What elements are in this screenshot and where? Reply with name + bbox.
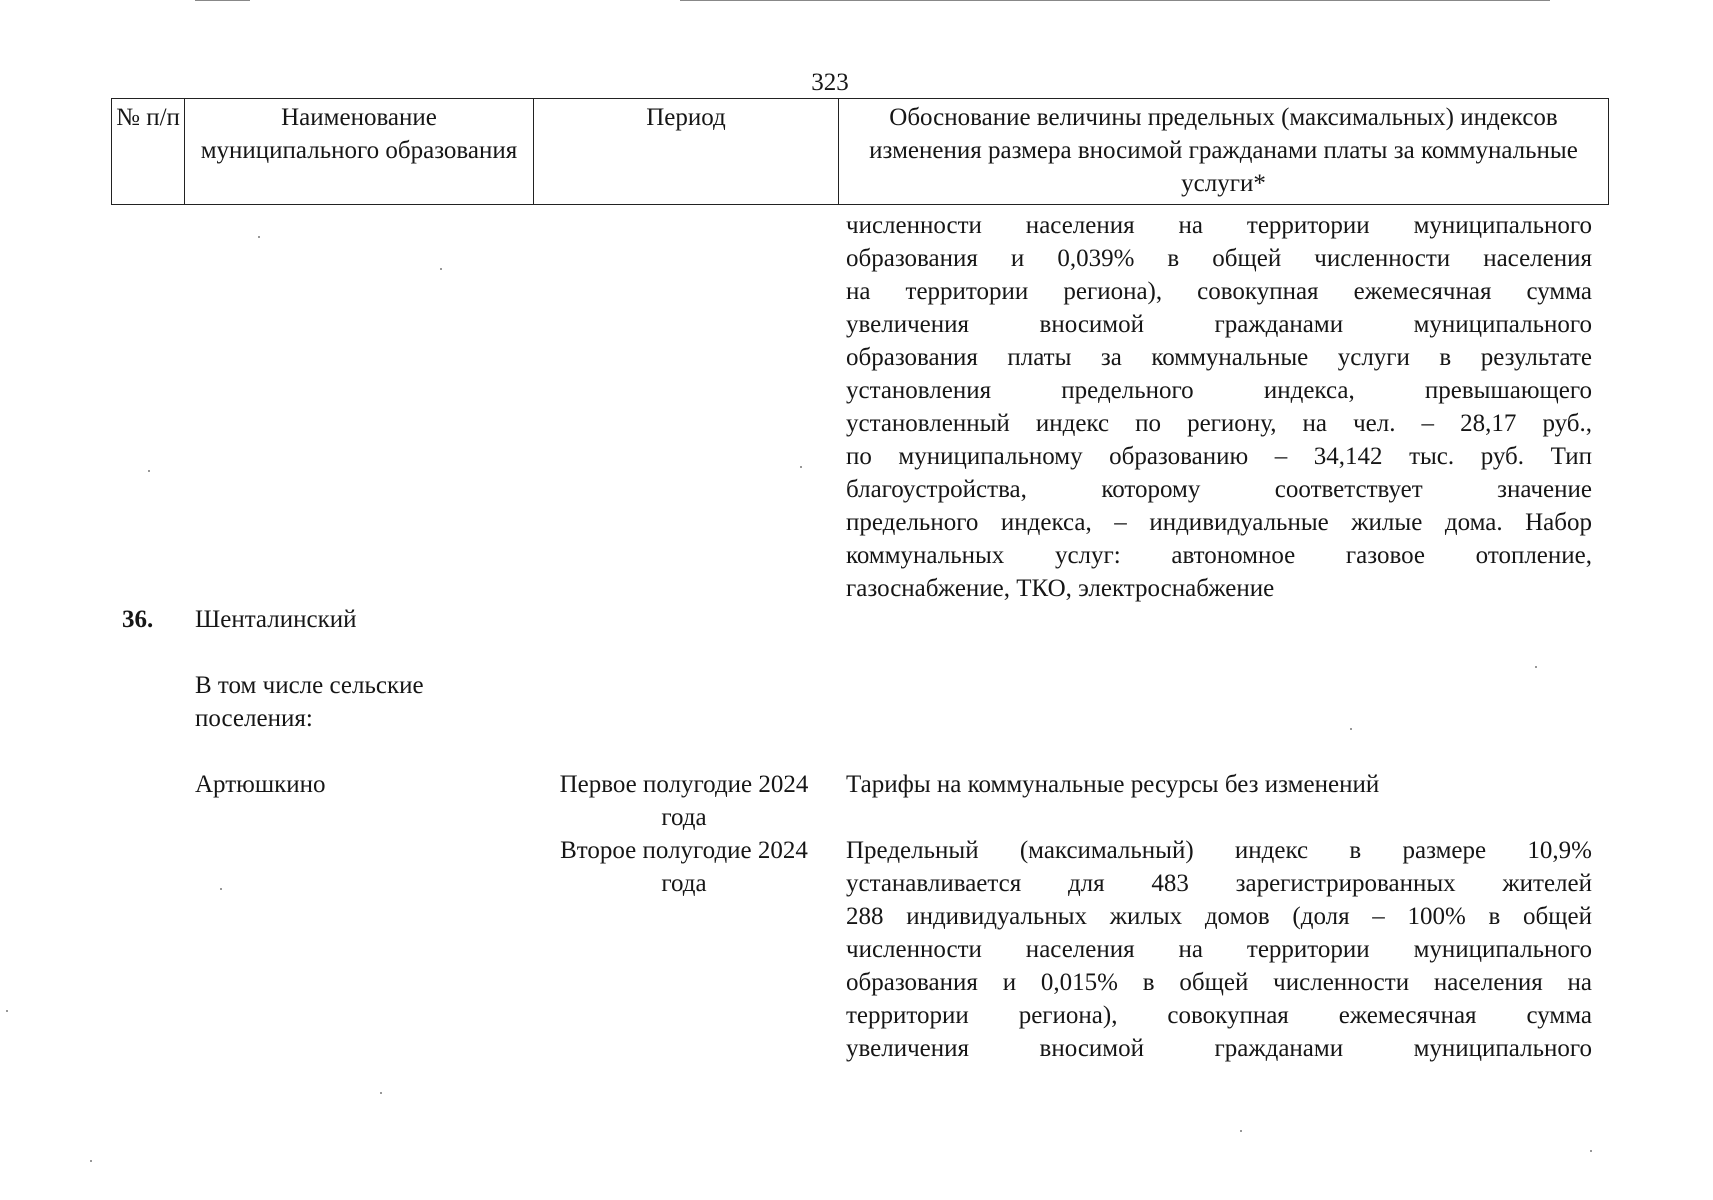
scan-speck [1240,1130,1242,1132]
scan-speck [148,470,150,472]
scan-speck [220,888,222,890]
row-number: 36. [122,606,154,633]
basis-first-half: Тарифы на коммунальные ресурсы без изменений [846,771,1380,798]
text-line: образования платы за коммунальные услуги в результате [846,344,1592,371]
text-line: газоснабжение, ТКО, электроснабжение [846,575,1275,602]
scan-speck [1535,666,1537,668]
text-line: Предельный (максимальный) индекс в размере 10,9% [846,837,1592,864]
scan-speck [800,466,802,468]
period-second-half: Второе полугодие 2024 года [560,837,808,897]
text-line: по муниципальному образованию – 34,142 тыс. руб. Тип [846,443,1592,470]
text-line: численности населения на территории муниципального [846,212,1592,239]
text-line: на территории региона), совокупная ежемесячная сумма [846,278,1592,305]
text-line: образования и 0,015% в общей численности населения на [846,969,1592,996]
header-period: Период [534,99,839,205]
text-line: увеличения вносимой гражданами муниципального [846,1035,1592,1062]
text-line: коммунальных услуг: автономное газовое отопление, [846,542,1592,569]
text-line: образования и 0,039% в общей численности населения [846,245,1592,272]
header-basis: Обоснование величины предельных (максимальных) индексов изменения размера вносимой гражданами платы за коммунальные услуги* [839,99,1609,205]
scan-speck [90,1160,92,1162]
continuation-text [846,209,1592,605]
text-line: увеличения вносимой гражданами муниципального [846,311,1592,338]
period-first-half: Первое полугодие 2024 года [559,771,809,831]
header-num: № п/п [112,99,185,205]
settlement-name: Артюшкино [195,771,326,798]
scan-line [195,0,250,1]
scan-speck [6,1010,8,1012]
scan-speck [1590,1150,1592,1152]
text-line: территории региона), совокупная ежемесячная сумма [846,1002,1592,1029]
scan-speck [380,1092,382,1094]
text-line: установления предельного индекса, превышающего [846,377,1592,404]
text-line: благоустройства, которому соответствует значение [846,476,1592,503]
subheading: В том числе сельские поселения: [195,672,424,732]
scan-line [680,0,1550,1]
text-line: установленный индекс по региону, на чел. – 28,17 руб., [846,410,1592,437]
header-name: Наименование муниципального образования [185,99,534,205]
text-line: предельного индекса, – индивидуальные жилые дома. Набор [846,509,1592,536]
page-number: 323 [811,69,849,96]
basis-second-half [846,834,1592,1065]
text-line: устанавливается для 483 зарегистрированных жителей [846,870,1592,897]
scan-speck [1350,728,1352,730]
scan-speck [258,236,260,238]
text-line: численности населения на территории муниципального [846,936,1592,963]
municipality-name: Шенталинский [195,606,357,633]
text-line: 288 индивидуальных жилых домов (доля – 100% в общей [846,903,1592,930]
scan-speck [440,268,442,270]
table-header [111,98,1609,205]
